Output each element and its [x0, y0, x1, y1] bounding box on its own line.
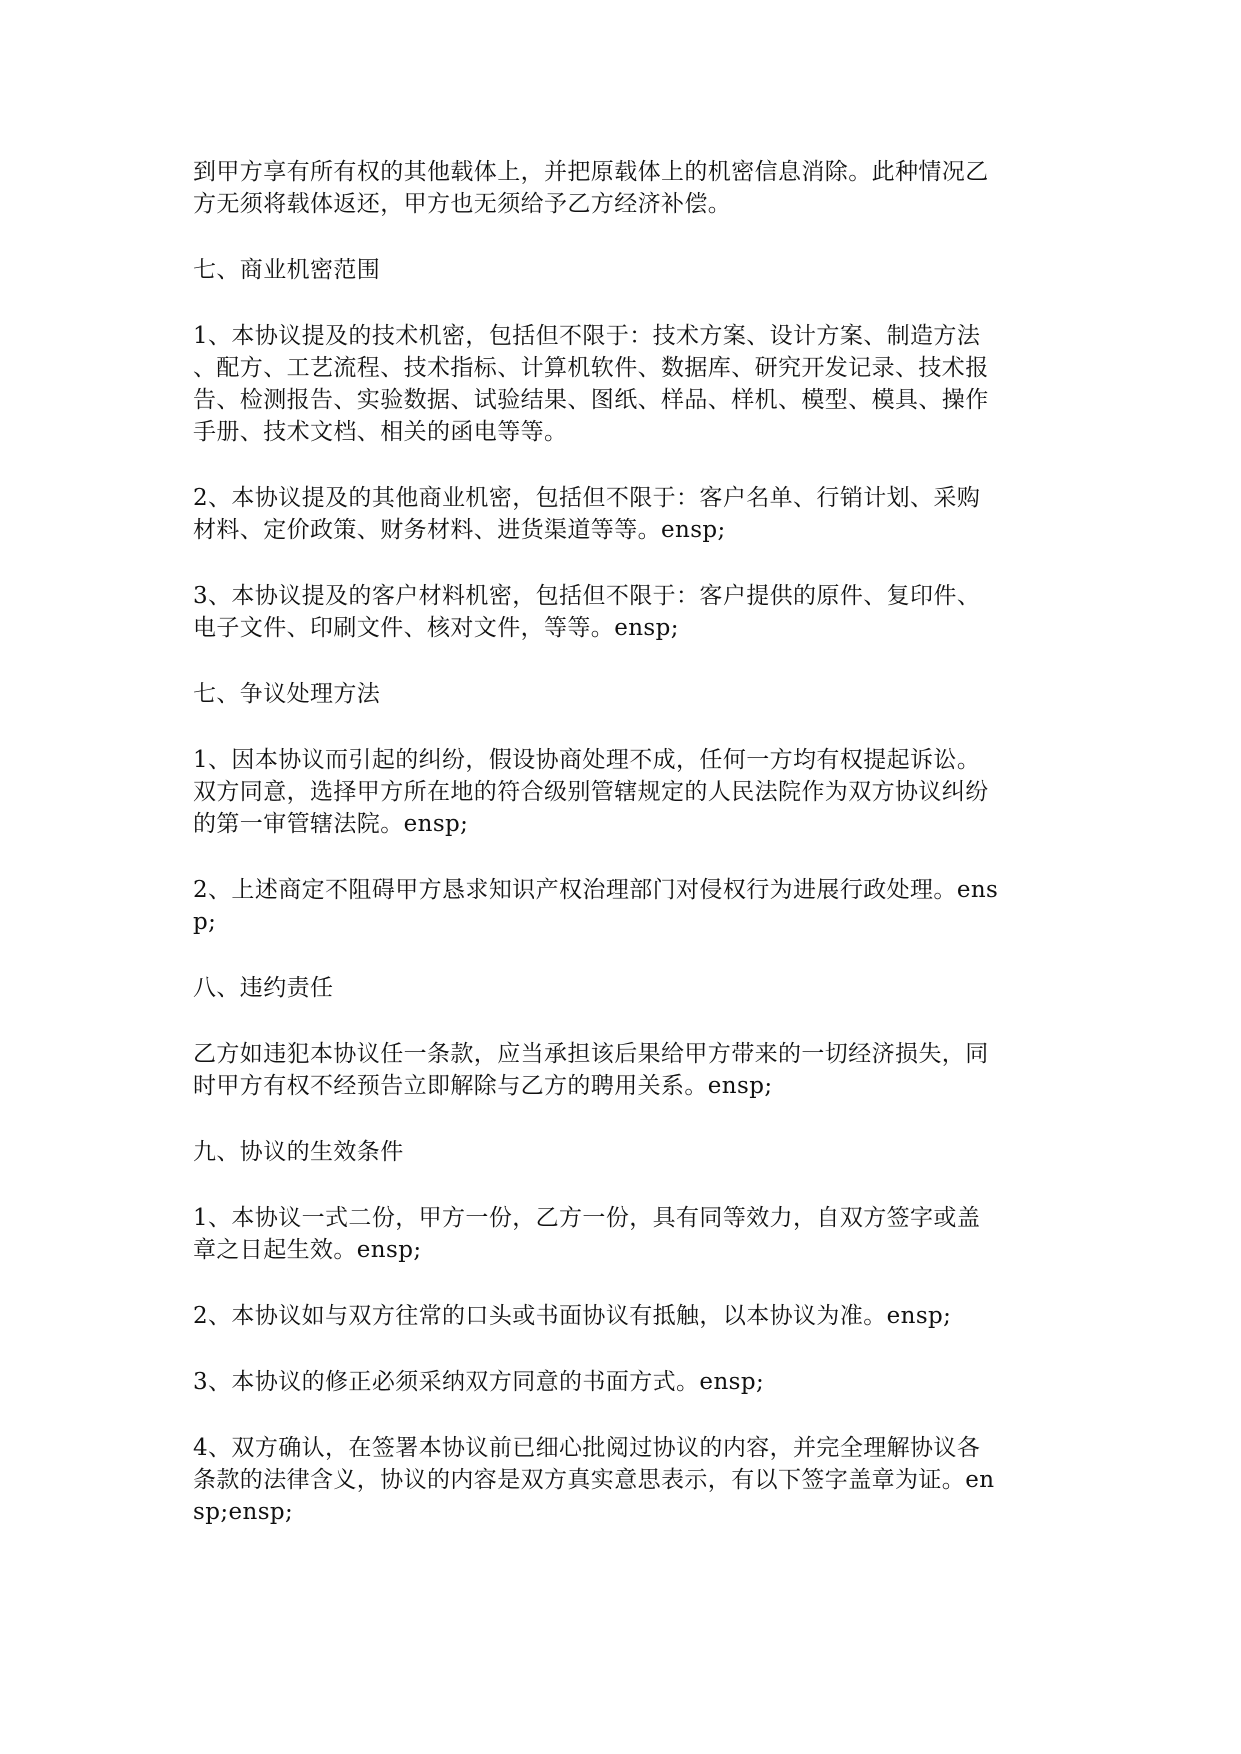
document-body [193, 156, 1053, 1562]
paragraph-conflict-precedence: 2、本协议如与双方往常的口头或书面协议有抵触，以本协议为准。ensp; [193, 1303, 952, 1329]
paragraph-breach-consequences: 乙方如违犯本协议任一条款，应当承担该后果给甲方带来的一切经济损失，同 时甲方有权不经预告立即解除与乙方的聘用关系。ensp; [193, 1041, 989, 1099]
paragraph-client-material-secrets: 3、本协议提及的客户材料机密，包括但不限于：客户提供的原件、复印件、 电子文件、印刷文件、核对文件，等等。ensp; [193, 583, 981, 641]
section-heading-dispute-resolution: 七、争议处理方法 [193, 681, 381, 707]
paragraph-administrative-handling: 2、上述商定不阻碍甲方恳求知识产权治理部门对侵权行为进展行政处理。ens p; [193, 877, 999, 935]
paragraph-dispute-litigation: 1、因本协议而引起的纠纷，假设协商处理不成，任何一方均有权提起诉讼。 双方同意，选择甲方所在地的符合级别管辖规定的人民法院作为双方协议纠纷 的第一审管辖法院。ensp; [193, 747, 989, 837]
paragraph-amendment-written: 3、本协议的修正必须采纳双方同意的书面方式。ensp; [193, 1369, 765, 1395]
paragraph-technical-secrets: 1、本协议提及的技术机密，包括但不限于：技术方案、设计方案、制造方法 、配方、工艺流程、技术指标、计算机软件、数据库、研究开发记录、技术报 告、检测报告、实验数据、试验结果、图纸、样品、样机、模型、模具、操作 手册、技术文档、相关的函电等等。 [193, 323, 989, 445]
paragraph-other-trade-secrets: 2、本协议提及的其他商业机密，包括但不限于：客户名单、行销计划、采购 材料、定价政策、财务材料、进货渠道等等。ensp; [193, 485, 981, 543]
section-heading-trade-secret-scope: 七、商业机密范围 [193, 257, 381, 283]
paragraph-parties-confirmation: 4、双方确认，在签署本协议前已细心批阅过协议的内容，并完全理解协议各 条款的法律含义，协议的内容是双方真实意思表示，有以下签字盖章为证。en sp;ensp; [193, 1435, 995, 1525]
section-heading-breach-liability: 八、违约责任 [193, 975, 334, 1001]
section-heading-effective-conditions: 九、协议的生效条件 [193, 1139, 404, 1165]
paragraph-copies-effective: 1、本协议一式二份，甲方一份，乙方一份，具有同等效力，自双方签字或盖 章之日起生效。ensp; [193, 1205, 981, 1263]
paragraph-carrier-transfer: 到甲方享有所有权的其他载体上，并把原载体上的机密信息消除。此种情况乙 方无须将载体返还，甲方也无须给予乙方经济补偿。 [193, 159, 989, 217]
